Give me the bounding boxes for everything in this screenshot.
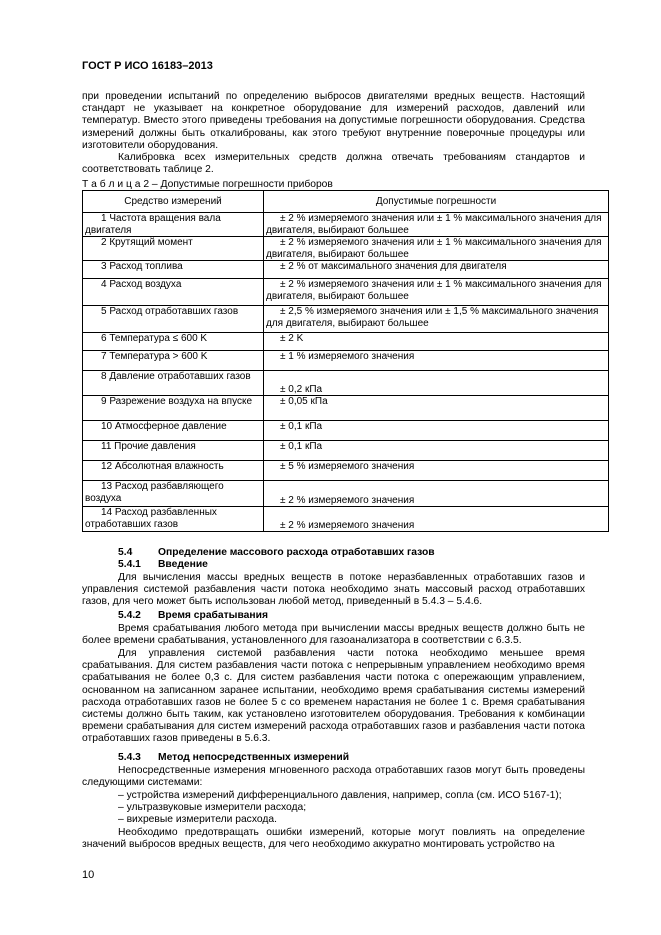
section-title: Метод непосредственных измерений <box>158 752 350 763</box>
table-row <box>83 351 609 371</box>
table-row <box>83 237 609 261</box>
section-number: 5.4 <box>118 547 133 558</box>
tolerance-cell: ± 0,05 кПа <box>264 396 609 421</box>
tolerance-cell: ± 0,2 кПа <box>264 371 609 396</box>
instrument-cell: 4 Расход воздуха <box>83 279 264 306</box>
instrument-cell: 9 Разрежение воздуха на впуске <box>83 396 264 421</box>
instrument-cell: 13 Расход разбавляющего воздуха <box>83 481 264 507</box>
instrument-cell: 8 Давление отработавших газов <box>83 371 264 396</box>
table-row <box>83 371 609 396</box>
tolerance-table <box>82 190 609 532</box>
tolerance-cell: ± 0,1 кПа <box>264 441 609 461</box>
document-header: ГОСТ Р ИСО 16183–2013 <box>82 60 213 72</box>
instrument-cell: 14 Расход разбавленных отработавших газов <box>83 507 264 532</box>
table-row <box>83 333 609 351</box>
list-item: – устройства измерений дифференциального давления, например, сопла (см. ИСО 5167-1); <box>118 790 562 801</box>
tolerance-cell: ± 2 % от максимального значения для двигателя <box>264 261 609 279</box>
instrument-cell: 7 Температура > 600 K <box>83 351 264 371</box>
table-row <box>83 481 609 507</box>
table-row <box>83 396 609 421</box>
instrument-cell: 1 Частота вращения вала двигателя <box>83 213 264 237</box>
tolerance-cell: ± 2 % измеряемого значения или ± 1 % максимального значения для двигателя, выбирают большее <box>264 279 609 306</box>
instrument-cell: 2 Крутящий момент <box>83 237 264 261</box>
table-row <box>83 261 609 279</box>
tolerance-cell: ± 2 % измеряемого значения или ± 1 % максимального значения для двигателя, выбирают большее <box>264 213 609 237</box>
section-title: Определение массового расхода отработавших газов <box>158 547 435 558</box>
section-title: Время срабатывания <box>158 610 268 621</box>
table-row <box>83 279 609 306</box>
instrument-cell: 10 Атмосферное давление <box>83 421 264 441</box>
tolerance-cell: ± 2 % измеряемого значения <box>264 507 609 532</box>
column-header-tolerance: Допустимые погрешности <box>264 191 609 213</box>
tolerance-cell: ± 2,5 % измеряемого значения или ± 1,5 % максимального значения для двигателя, выбирают большее <box>264 306 609 333</box>
tolerance-cell: ± 2 K <box>264 333 609 351</box>
section-title: Введение <box>158 559 208 570</box>
list-item: – вихревые измерители расхода. <box>118 814 277 825</box>
table-row <box>83 441 609 461</box>
tolerance-cell: ± 0,1 кПа <box>264 421 609 441</box>
table-header-row <box>83 191 609 213</box>
measurement-errors-paragraph: Необходимо предотвращать ошибки измерений, которые могут повлиять на определение значений выбросов вредных веществ, для чего необходимо аккуратно монтировать устройство на <box>82 827 585 851</box>
tolerance-cell: ± 5 % измеряемого значения <box>264 461 609 481</box>
table-caption: Т а б л и ц а 2 – Допустимые погрешности приборов <box>82 179 333 190</box>
section-number: 5.4.3 <box>118 752 141 763</box>
direct-measurement-paragraph: Непосредственные измерения мгновенного расхода отработавших газов могут быть проведены следующими системами: <box>82 765 585 789</box>
section-number: 5.4.2 <box>118 610 141 621</box>
calibration-paragraph: Калибровка всех измерительных средств должна отвечать требованиям стандартов и соответствовать таблице 2. <box>82 152 585 176</box>
response-time-details-paragraph: Для управления системой разбавления части потока необходимо меньшее время срабатывания. Для систем разбавления части потока с непрерывным управлением необходимо время срабатывания не более 0,3 с. Для систем разбавления части потока с опережающим управлением, основанном на записанном заранее испытании, необходимо время срабатывания системы измерений расхода отработавших газов не более 5 с со временем нарастания не более 1 с. Время срабатывания системы должно быть таким, как установлено изготовителем оборудования. Требования к комбинации времени срабатывания для систем измерений расхода отработавших газов и разбавления части потока отработавших газов приведены в 5.6.3. <box>82 648 585 745</box>
tolerance-cell: ± 1 % измеряемого значения <box>264 351 609 371</box>
instrument-cell: 12 Абсолютная влажность <box>83 461 264 481</box>
tolerance-cell: ± 2 % измеряемого значения или ± 1 % максимального значения для двигателя, выбирают большее <box>264 237 609 261</box>
table-row <box>83 213 609 237</box>
response-time-paragraph: Время срабатывания любого метода при вычислении массы вредных веществ должно быть не более времени срабатывания, установленного для газоанализатора в соответствии с 6.3.5. <box>82 623 585 647</box>
section-number: 5.4.1 <box>118 559 141 570</box>
instrument-cell: 6 Температура ≤ 600 K <box>83 333 264 351</box>
table-row <box>83 461 609 481</box>
intro-5-4-1-paragraph: Для вычисления массы вредных веществ в потоке неразбавленных отработавших газов и управления системой разбавления части потока необходимо знать массовый расход отработавших газов, для чего может быть использован любой метод, приведенный в 5.4.3 – 5.4.6. <box>82 572 585 608</box>
table-row <box>83 421 609 441</box>
list-item: – ультразвуковые измерители расхода; <box>118 802 307 813</box>
intro-paragraph: при проведении испытаний по определению выбросов двигателями вредных веществ. Настоящий стандарт не указывает на конкретное оборудование для измерений расходов, давлений или температур. Вместо этого приведены требования на допустимые погрешности оборудования. Средства измерений должны быть откалиброваны, как этого требуют внутренние поверочные процедуры или изготовители оборудования. <box>82 91 585 151</box>
table-row <box>83 306 609 333</box>
page-number: 10 <box>82 869 95 881</box>
instrument-cell: 5 Расход отработавших газов <box>83 306 264 333</box>
instrument-cell: 3 Расход топлива <box>83 261 264 279</box>
tolerance-cell: ± 2 % измеряемого значения <box>264 481 609 507</box>
instrument-cell: 11 Прочие давления <box>83 441 264 461</box>
table-row <box>83 507 609 532</box>
column-header-instrument: Средство измерений <box>83 191 264 213</box>
